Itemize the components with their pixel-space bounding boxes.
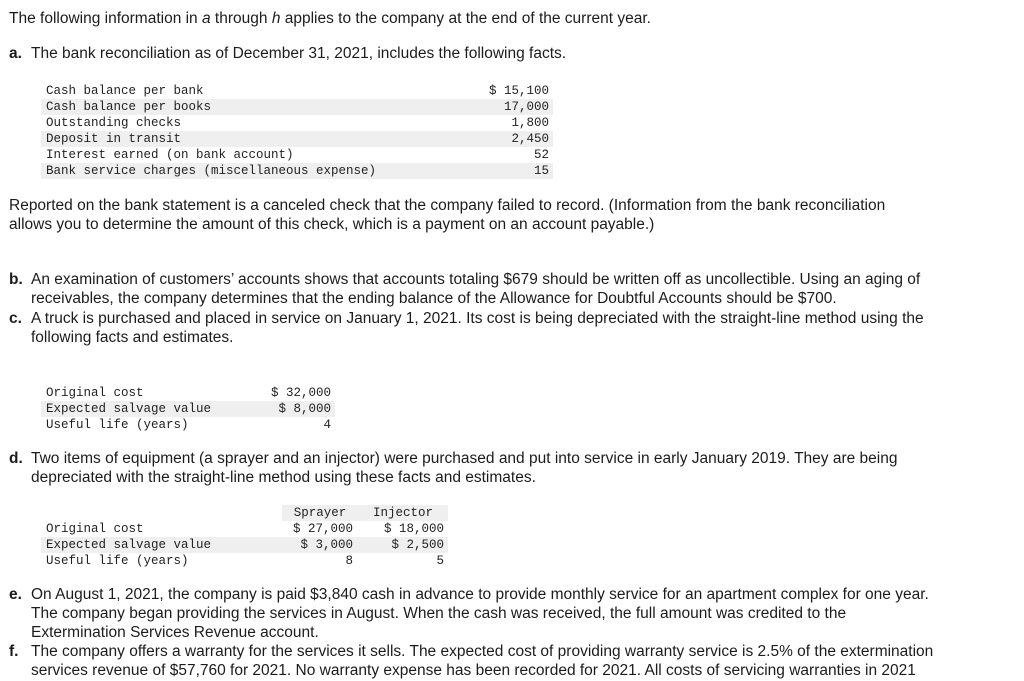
equipment-depreciation-table [41, 505, 448, 569]
row-label: Cash balance per books [41, 99, 466, 115]
table-row [41, 385, 335, 401]
row-value: 2,450 [466, 131, 553, 147]
item-b-line2: receivables, the company determines that the ending balance of the Allowance for Doubtful Accounts should be $700. [31, 290, 837, 307]
row-label: Useful life (years) [46, 418, 189, 432]
item-b-line1: An examination of customers’ accounts shows that accounts totaling $679 should be written off as uncollectible. Using an aging of [31, 271, 921, 288]
table-row [41, 553, 448, 569]
table-header-row [41, 505, 448, 521]
item-f-label: f. [9, 643, 19, 660]
row-value: 4 [323, 418, 331, 432]
row-label: Original cost [46, 522, 144, 536]
sprayer-value: $ 27,000 [292, 522, 353, 536]
row-label: Original cost [46, 386, 144, 400]
item-c-line1: A truck is purchased and placed in service on January 1, 2021. Its cost is being depreciated with the straight-line method using the [31, 310, 924, 327]
row-label: Expected salvage value [41, 537, 282, 553]
table-row [41, 83, 553, 99]
item-d [9, 449, 897, 487]
injector-value: 5 [436, 554, 444, 568]
injector-value: $ 18,000 [383, 522, 444, 536]
item-d-line2: depreciated with the straight-line method using these facts and estimates. [31, 469, 536, 486]
item-a-text: The bank reconciliation as of December 31, 2021, includes the following facts. [31, 45, 567, 62]
table-row [41, 115, 553, 131]
row-value: 17,000 [466, 99, 553, 115]
item-c [9, 309, 924, 347]
item-a-note-line2: allows you to determine the amount of this check, which is a payment on an account payable.) [9, 216, 655, 233]
row-label: Expected salvage value [41, 401, 260, 417]
row-label: Outstanding checks [46, 116, 182, 130]
header-blank [41, 505, 282, 521]
row-label: Bank service charges (miscellaneous expense) [41, 163, 466, 179]
item-d-line1: Two items of equipment (a sprayer and an injector) were purchased and put into service in early January 2019. They are being [31, 450, 898, 467]
intro-letter-a: a [202, 10, 211, 27]
item-e-line2: The company began providing the services in August. When the cash was received, the full amount was credited to the [31, 605, 847, 622]
item-e-label: e. [9, 586, 22, 603]
table-row [41, 537, 448, 553]
injector-value: $ 2,500 [357, 537, 448, 553]
sprayer-value: $ 3,000 [282, 537, 357, 553]
item-b-label: b. [9, 271, 23, 288]
truck-depreciation-table [41, 385, 335, 433]
item-e-line3: Extermination Services Revenue account. [31, 624, 319, 641]
table-row [41, 147, 553, 163]
intro-sentence: The following information in a through h applies to the company at the end of the current year. [9, 10, 651, 27]
table-row [41, 99, 553, 115]
item-e [9, 585, 929, 642]
sprayer-value: 8 [345, 554, 353, 568]
row-value: 1,800 [511, 116, 549, 130]
intro-text [9, 9, 651, 28]
item-c-label: c. [9, 310, 22, 327]
row-value: $ 32,000 [270, 386, 331, 400]
row-label: Useful life (years) [46, 554, 189, 568]
item-c-line2: following facts and estimates. [31, 329, 234, 346]
item-a-note [9, 196, 885, 234]
header-sprayer: Sprayer [282, 505, 357, 521]
item-d-label: d. [9, 450, 23, 467]
row-value: 52 [533, 148, 549, 162]
row-value: 15 [466, 163, 553, 179]
item-f-line2: services revenue of $57,760 for 2021. No warranty expense has been recorded for 2021. All costs of servicing warranties in 2021 [31, 662, 916, 679]
bank-reconciliation-table [41, 83, 553, 179]
item-b [9, 270, 920, 308]
item-e-line1: On August 1, 2021, the company is paid $3,840 cash in advance to provide monthly service for an apartment complex for one year. [31, 586, 929, 603]
row-value: $ 15,100 [488, 84, 549, 98]
table-row [41, 401, 335, 417]
item-f-line1: The company offers a warranty for the services it sells. The expected cost of providing warranty service is 2.5% of the extermination [31, 643, 934, 660]
item-a-label: a. [9, 45, 22, 62]
table-row [41, 131, 553, 147]
item-a [9, 44, 566, 63]
table-row [41, 417, 335, 433]
row-label: Cash balance per bank [46, 84, 204, 98]
table-row [41, 521, 448, 537]
row-value: $ 8,000 [260, 401, 335, 417]
intro-letter-h: h [271, 10, 281, 27]
item-f [9, 642, 933, 680]
table-row [41, 163, 553, 179]
row-label: Deposit in transit [41, 131, 466, 147]
row-label: Interest earned (on bank account) [46, 148, 294, 162]
header-injector: Injector [357, 505, 448, 521]
item-a-note-line1: Reported on the bank statement is a canceled check that the company failed to record. (Information from the bank reconciliation [9, 197, 886, 214]
